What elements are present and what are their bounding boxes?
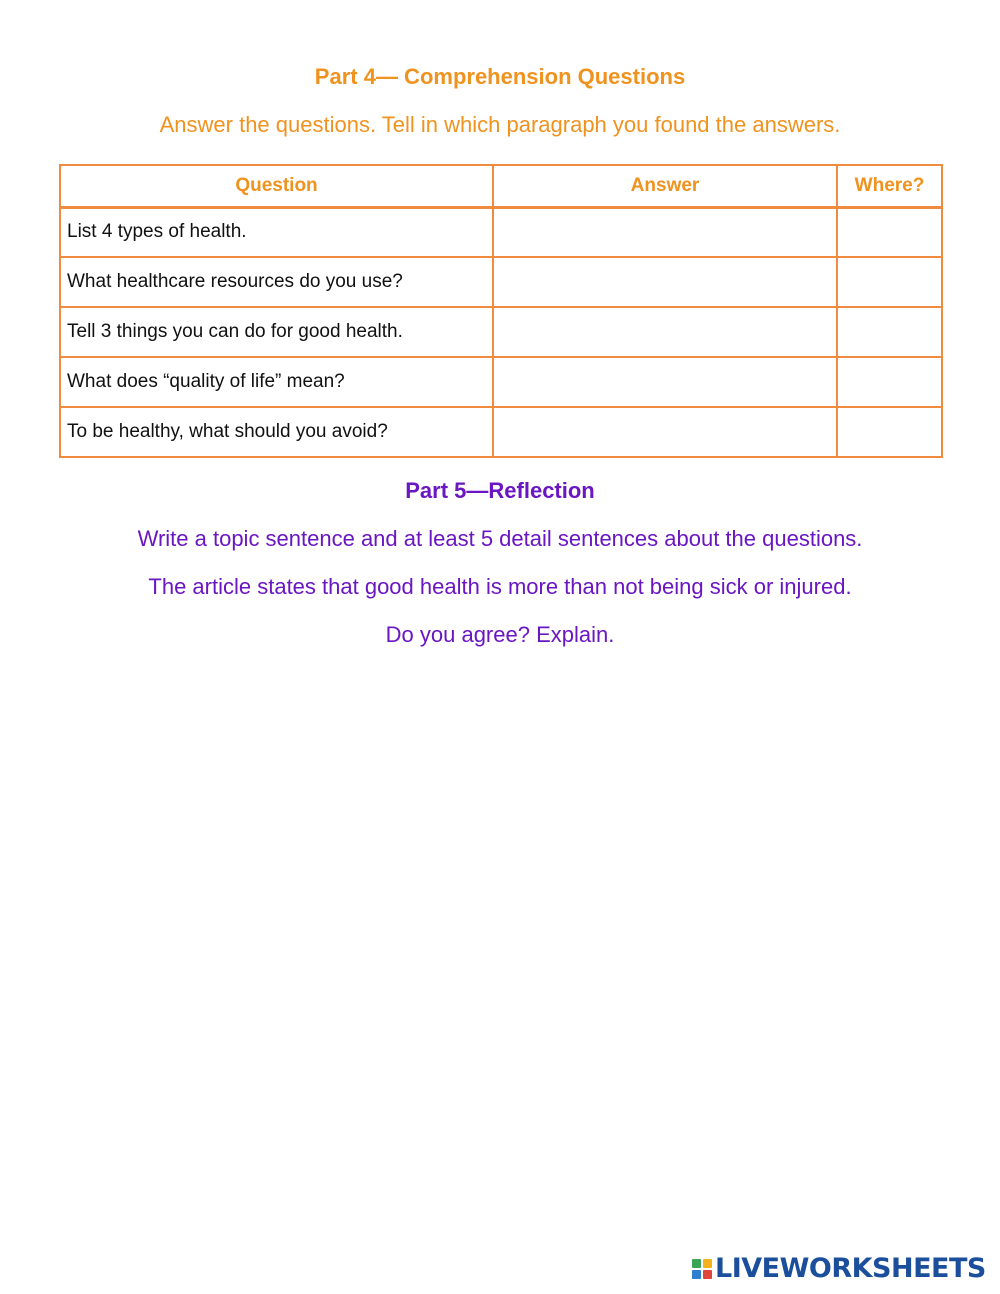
table-row	[60, 407, 942, 457]
header-question: Question	[60, 165, 493, 207]
question-cell: Tell 3 things you can do for good health.	[60, 307, 493, 357]
liveworksheets-logo-icon	[692, 1259, 712, 1279]
reflection-line: The article states that good health is more than not being sick or injured.	[148, 574, 852, 599]
table-row	[60, 307, 942, 357]
liveworksheets-logo[interactable]	[692, 1253, 986, 1284]
where-cell[interactable]	[837, 357, 942, 407]
answer-cell[interactable]	[493, 257, 837, 307]
table-header-row	[60, 165, 942, 207]
question-cell: List 4 types of health.	[60, 207, 493, 257]
header-answer: Answer	[493, 165, 837, 207]
where-cell[interactable]	[837, 307, 942, 357]
where-cell[interactable]	[837, 207, 942, 257]
answer-cell[interactable]	[493, 207, 837, 257]
reflection-line: Write a topic sentence and at least 5 detail sentences about the questions.	[137, 526, 863, 551]
brand-name: LIVEWORKSHEETS	[715, 1253, 986, 1284]
where-cell[interactable]	[837, 407, 942, 457]
reflection-line: Do you agree? Explain.	[385, 622, 615, 647]
part4-title: Part 4— Comprehension Questions	[314, 64, 686, 89]
header-where: Where?	[837, 165, 942, 207]
part5-title: Part 5—Reflection	[405, 478, 595, 503]
question-cell: What healthcare resources do you use?	[60, 257, 493, 307]
table-row	[60, 257, 942, 307]
question-cell: To be healthy, what should you avoid?	[60, 407, 493, 457]
where-cell[interactable]	[837, 257, 942, 307]
answer-cell[interactable]	[493, 357, 837, 407]
comprehension-table	[59, 164, 943, 458]
question-cell: What does “quality of life” mean?	[60, 357, 493, 407]
answer-cell[interactable]	[493, 307, 837, 357]
part4-instruction: Answer the questions. Tell in which paragraph you found the answers.	[159, 112, 841, 137]
table-row	[60, 357, 942, 407]
answer-cell[interactable]	[493, 407, 837, 457]
table-row	[60, 207, 942, 257]
